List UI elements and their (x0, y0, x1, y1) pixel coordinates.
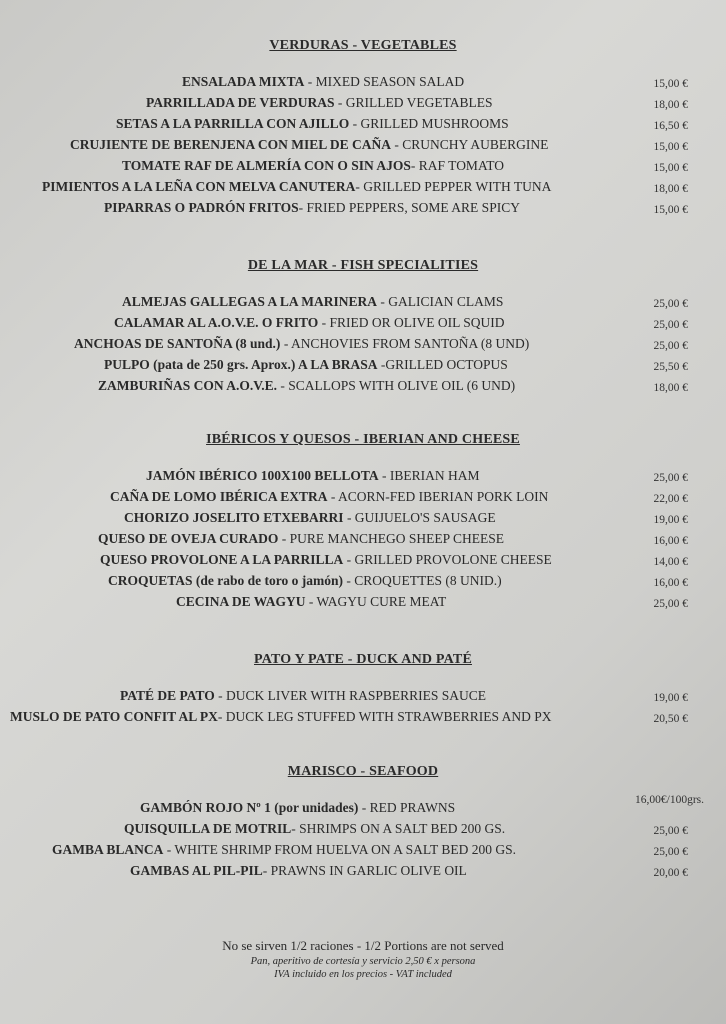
item-list (0, 468, 726, 615)
menu-item (0, 357, 726, 378)
item-name (182, 74, 464, 90)
item-name-english: - RAF TOMATO (410, 158, 504, 173)
price: 20,50 € (653, 713, 688, 725)
price: 25,00 € (653, 846, 688, 858)
price: 16,00 € (653, 577, 688, 589)
item-name-english: - GRILLED MUSHROOMS (349, 116, 509, 131)
section-title: VERDURAS - VEGETABLES (269, 38, 457, 53)
section-iberian (0, 432, 726, 615)
price: 25,00 € (653, 340, 688, 352)
item-name (52, 842, 516, 858)
item-name-spanish: CECINA DE WAGYU (176, 594, 306, 609)
footer-service-note: Pan, aperitivo de cortesía y servicio 2,50 € x persona (250, 956, 476, 967)
item-name-english: - GRILLED PROVOLONE CHEESE (343, 552, 552, 567)
item-name-spanish: CROQUETAS (de rabo de toro o jamón) (108, 573, 343, 588)
section-title: MARISCO - SEAFOOD (287, 764, 439, 779)
menu-item (0, 294, 726, 315)
item-name-english: - DUCK LEG STUFFED WITH STRAWBERRIES AND PX (217, 709, 552, 724)
item-name-english: - GRILLED PEPPER WITH TUNA (355, 179, 552, 194)
item-name (70, 137, 548, 153)
item-name-english: - GALICIAN CLAMS (377, 294, 504, 309)
item-name (116, 116, 509, 132)
item-name (146, 468, 480, 484)
item-name-spanish: PATÉ DE PATO (120, 688, 215, 703)
item-list (0, 688, 726, 730)
item-name-spanish: ZAMBURIÑAS CON A.O.V.E. (98, 378, 278, 393)
item-name (124, 510, 496, 526)
section-vegetables (0, 38, 726, 221)
item-name (10, 709, 551, 725)
item-name-spanish: GAMBÓN ROJO Nº 1 (por unidades) (140, 800, 359, 815)
item-name (130, 863, 467, 879)
item-list (0, 74, 726, 221)
item-name (98, 378, 515, 394)
menu-item (0, 842, 726, 863)
menu-item (0, 137, 726, 158)
menu-item (0, 794, 726, 821)
price: 15,00 € (653, 162, 688, 174)
item-name (122, 294, 503, 310)
item-name-english: - FRIED PEPPERS, SOME ARE SPICY (298, 200, 520, 215)
menu-item (0, 688, 726, 709)
item-name-spanish: CAÑA DE LOMO IBÉRICA EXTRA (110, 489, 328, 504)
menu-item (0, 200, 726, 221)
item-name-english: - ACORN-FED IBERIAN PORK LOIN (327, 489, 549, 504)
menu-item (0, 74, 726, 95)
section-title: DE LA MAR - FISH SPECIALITIES (247, 258, 479, 273)
item-name (146, 95, 493, 111)
item-name-english: -GRILLED OCTOPUS (377, 357, 508, 372)
item-name-english: - SCALLOPS WITH OLIVE OIL (6 UND) (277, 378, 516, 393)
item-name (110, 489, 548, 505)
section-title: IBÉRICOS Y QUESOS - IBERIAN AND CHEESE (206, 432, 520, 447)
item-name-spanish: TOMATE RAF DE ALMERÍA CON O SIN AJOS (122, 158, 411, 173)
item-name-spanish: ALMEJAS GALLEGAS A LA MARINERA (122, 294, 378, 309)
item-name (104, 357, 508, 373)
item-name-spanish: ANCHOAS DE SANTOÑA (8 und.) (74, 336, 281, 351)
item-name-english: - ANCHOVIES FROM SANTOÑA (8 UND) (280, 336, 530, 351)
price: 15,00 € (653, 141, 688, 153)
item-name-english: - GRILLED VEGETABLES (334, 95, 493, 110)
item-name-spanish: GAMBAS AL PIL-PIL (130, 863, 263, 878)
menu-item (0, 95, 726, 116)
item-name-english: - GUIJUELO'S SAUSAGE (343, 510, 496, 525)
item-name-spanish: ENSALADA MIXTA (182, 74, 305, 89)
price: 16,50 € (653, 120, 688, 132)
menu-item (0, 863, 726, 884)
menu-item (0, 468, 726, 489)
price: 19,00 € (653, 692, 688, 704)
menu-item (0, 552, 726, 573)
item-name-spanish: PARRILLADA DE VERDURAS (146, 95, 335, 110)
price: 15,00 € (653, 204, 688, 216)
price: 25,00 € (653, 472, 688, 484)
item-name (108, 573, 502, 589)
menu-item (0, 336, 726, 357)
price: 25,00 € (653, 825, 688, 837)
item-name (100, 552, 552, 568)
menu-item (0, 510, 726, 531)
item-name-english: - IBERIAN HAM (378, 468, 480, 483)
menu-item (0, 489, 726, 510)
item-name-english: - PRAWNS IN GARLIC OLIVE OIL (262, 863, 467, 878)
item-name-spanish: QUESO DE OVEJA CURADO (98, 531, 279, 546)
footer-vat-note: IVA incluido en los precios - VAT included (274, 969, 452, 980)
price: 25,00 € (653, 298, 688, 310)
footer-portions-note: No se sirven 1/2 raciones - 1/2 Portions are not served (222, 938, 504, 953)
menu-item (0, 573, 726, 594)
section-fish (0, 258, 726, 399)
price: 15,00 € (653, 78, 688, 90)
item-name-spanish: SETAS A LA PARRILLA CON AJILLO (116, 116, 350, 131)
menu-item (0, 531, 726, 552)
price: 14,00 € (653, 556, 688, 568)
footer-notes (0, 938, 726, 980)
item-name (114, 315, 505, 331)
price: 20,00 € (653, 867, 688, 879)
item-name (140, 800, 455, 816)
item-name-english: - SHRIMPS ON A SALT BED 200 GS. (291, 821, 506, 836)
item-name-spanish: PIMIENTOS A LA LEÑA CON MELVA CANUTERA (42, 179, 356, 194)
item-name (124, 821, 505, 837)
item-name (120, 688, 486, 704)
item-name-spanish: GAMBA BLANCA (52, 842, 164, 857)
menu-item (0, 315, 726, 336)
menu-item (0, 179, 726, 200)
price: 19,00 € (653, 514, 688, 526)
menu-item (0, 709, 726, 730)
price: 25,00 € (653, 598, 688, 610)
item-name-english: - WAGYU CURE MEAT (305, 594, 447, 609)
item-name-english: - RED PRAWNS (358, 800, 456, 815)
item-name-spanish: CALAMAR AL A.O.V.E. O FRITO (114, 315, 319, 330)
section-duck (0, 652, 726, 730)
item-name-spanish: QUESO PROVOLONE A LA PARRILLA (100, 552, 344, 567)
item-name-spanish: CRUJIENTE DE BERENJENA CON MIEL DE CAÑA (70, 137, 392, 152)
price: 16,00 € (653, 535, 688, 547)
item-name-english: - CRUNCHY AUBERGINE (391, 137, 549, 152)
item-list (0, 794, 726, 884)
item-name-spanish: PIPARRAS O PADRÓN FRITOS (104, 200, 299, 215)
item-name (98, 531, 504, 547)
price: 25,50 € (653, 361, 688, 373)
item-name-english: - FRIED OR OLIVE OIL SQUID (318, 315, 505, 330)
price: 18,00 € (653, 99, 688, 111)
section-title: PATO Y PATE - DUCK AND PATÉ (254, 652, 472, 667)
price: 18,00 € (653, 382, 688, 394)
item-name (74, 336, 529, 352)
menu-item (0, 594, 726, 615)
item-name-english: - DUCK LIVER WITH RASPBERRIES SAUCE (214, 688, 487, 703)
item-name-english: - PURE MANCHEGO SHEEP CHEESE (278, 531, 505, 546)
menu-item (0, 821, 726, 842)
item-name (122, 158, 504, 174)
item-name-spanish: QUISQUILLA DE MOTRIL (124, 821, 292, 836)
section-seafood (0, 764, 726, 884)
item-name-english: - CROQUETTES (8 UNID.) (343, 573, 502, 588)
item-name (176, 594, 446, 610)
menu-item (0, 378, 726, 399)
item-name-english: - WHITE SHRIMP FROM HUELVA ON A SALT BED 200 GS. (163, 842, 516, 857)
item-name-spanish: MUSLO DE PATO CONFIT AL PX (10, 709, 218, 724)
price: 25,00 € (653, 319, 688, 331)
item-name-spanish: PULPO (pata de 250 grs. Aprox.) A LA BRASA (104, 357, 378, 372)
item-list (0, 294, 726, 399)
item-name-spanish: JAMÓN IBÉRICO 100X100 BELLOTA (146, 468, 379, 483)
item-name-english: - MIXED SEASON SALAD (304, 74, 465, 89)
price: 18,00 € (653, 183, 688, 195)
price: 22,00 € (653, 493, 688, 505)
item-name (42, 179, 551, 195)
item-name (104, 200, 520, 216)
menu-item (0, 116, 726, 137)
price: 16,00€/100grs. (635, 794, 704, 806)
menu-item (0, 158, 726, 179)
item-name-spanish: CHORIZO JOSELITO ETXEBARRI (124, 510, 344, 525)
